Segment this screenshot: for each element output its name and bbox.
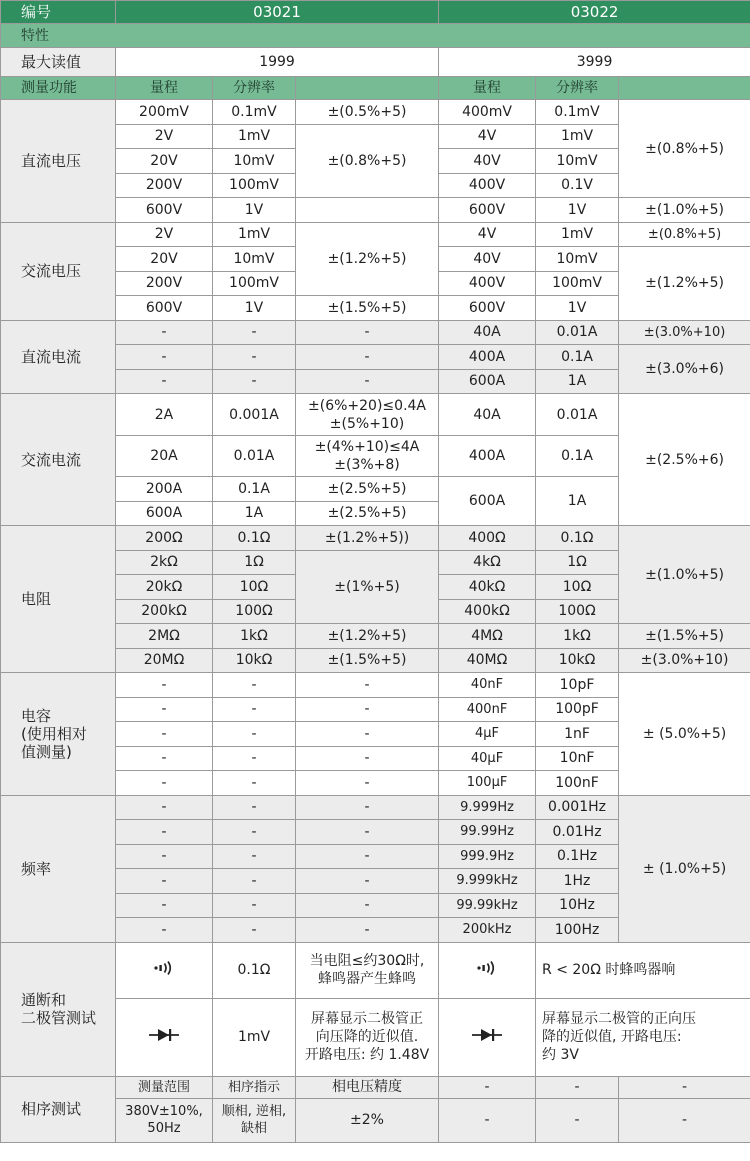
table-cell: - bbox=[213, 771, 296, 796]
table-cell: - bbox=[619, 1098, 750, 1142]
table-cell: - bbox=[536, 1076, 619, 1098]
acc-line: ±(3%+8) bbox=[334, 457, 400, 473]
table-cell: - bbox=[296, 746, 439, 771]
table-cell: 相电压精度 bbox=[296, 1076, 439, 1098]
table-cell: ±(1%+5) bbox=[296, 550, 439, 624]
table-cell: 100μF bbox=[439, 771, 536, 796]
table-cell: 10kΩ bbox=[213, 648, 296, 673]
table-cell: 2kΩ bbox=[116, 550, 213, 575]
table-cell: - bbox=[116, 673, 213, 698]
table-cell: 0.1A bbox=[213, 477, 296, 502]
table-cell: 0.001A bbox=[213, 394, 296, 436]
table-cell: 40V bbox=[439, 247, 536, 272]
table-cell: 4kΩ bbox=[439, 550, 536, 575]
table-cell: 0.1A bbox=[536, 345, 619, 370]
desc-line: 当电阻≤约30Ω时, bbox=[309, 953, 425, 969]
table-cell: 100pF bbox=[536, 697, 619, 722]
table-cell: 1V bbox=[536, 296, 619, 321]
desc-line: 蜂鸣器产生蜂鸣 bbox=[318, 971, 417, 987]
table-cell: 10mV bbox=[536, 149, 619, 174]
table-cell: ±(2.5%+5) bbox=[296, 501, 439, 526]
table-cell: - bbox=[296, 918, 439, 943]
dcv-label: 直流电压 bbox=[1, 100, 116, 223]
table-cell: 99.99Hz bbox=[439, 820, 536, 845]
table-cell: 0.1Hz bbox=[536, 844, 619, 869]
table-cell: - bbox=[213, 869, 296, 894]
table-cell bbox=[296, 198, 439, 223]
table-cell: 600V bbox=[116, 198, 213, 223]
table-cell: 200kΩ bbox=[116, 599, 213, 624]
table-cell: 400V bbox=[439, 271, 536, 296]
table-cell: 1V bbox=[213, 198, 296, 223]
table-cell: 20V bbox=[116, 247, 213, 272]
table-cell: ±(1.0%+5) bbox=[619, 526, 750, 624]
cont-label-line: 二极管测试 bbox=[21, 1009, 97, 1027]
table-cell: 600A bbox=[116, 501, 213, 526]
buzzer-icon bbox=[151, 959, 177, 977]
table-cell: - bbox=[296, 820, 439, 845]
acv-label: 交流电压 bbox=[1, 222, 116, 320]
table-cell: - bbox=[116, 320, 213, 345]
table-cell: 1nF bbox=[536, 722, 619, 747]
buzzer-icon bbox=[474, 959, 500, 977]
table-cell: 200kHz bbox=[439, 918, 536, 943]
table-cell: - bbox=[116, 722, 213, 747]
table-cell: 20V bbox=[116, 149, 213, 174]
table-cell: 1mV bbox=[536, 222, 619, 247]
table-cell: 0.001Hz bbox=[536, 795, 619, 820]
cap-label-line: 电容 bbox=[21, 706, 52, 725]
table-cell: - bbox=[296, 697, 439, 722]
table-cell: - bbox=[213, 369, 296, 394]
acc-line: ±(6%+20)≤0.4A bbox=[308, 397, 426, 414]
table-cell: 40V bbox=[439, 149, 536, 174]
table-cell: - bbox=[116, 918, 213, 943]
table-cell: 1mV bbox=[536, 124, 619, 149]
table-cell: 200Ω bbox=[116, 526, 213, 551]
diode-icon bbox=[470, 1026, 504, 1044]
table-cell: 40MΩ bbox=[439, 648, 536, 673]
table-cell: 40A bbox=[439, 320, 536, 345]
table-cell: - bbox=[296, 722, 439, 747]
cont-label-line: 通断和 bbox=[21, 991, 67, 1009]
table-cell: ±(1.5%+5) bbox=[296, 296, 439, 321]
table-cell: 2A bbox=[116, 394, 213, 436]
table-cell: 999.9Hz bbox=[439, 844, 536, 869]
table-cell: 1mV bbox=[213, 124, 296, 149]
table-cell: ±(1.5%+5) bbox=[619, 624, 750, 649]
acc-line: ±(4%+10)≤4A bbox=[314, 439, 420, 455]
cap-label-line: 值测量) bbox=[21, 742, 72, 761]
table-cell: 100Ω bbox=[213, 599, 296, 624]
table-cell: ±(1.2%+5) bbox=[296, 222, 439, 296]
table-cell: - bbox=[116, 893, 213, 918]
table-cell: 400Ω bbox=[439, 526, 536, 551]
desc-line: 降的近似值, 开路电压: bbox=[542, 1029, 682, 1045]
cap-label-line: (使用相对 bbox=[21, 724, 87, 743]
table-cell: 200mV bbox=[116, 100, 213, 125]
table-cell: - bbox=[116, 771, 213, 796]
table-cell: 0.1Ω bbox=[213, 526, 296, 551]
table-cell: 相序指示 bbox=[213, 1076, 296, 1098]
code-label: 编号 bbox=[1, 1, 116, 24]
table-cell: - bbox=[213, 697, 296, 722]
table-cell: 1A bbox=[536, 477, 619, 526]
table-cell bbox=[116, 998, 213, 1076]
table-cell: - bbox=[296, 795, 439, 820]
table-cell: - bbox=[439, 1076, 536, 1098]
table-cell: 2MΩ bbox=[116, 624, 213, 649]
table-cell: 2V bbox=[116, 124, 213, 149]
table-cell: 40kΩ bbox=[439, 575, 536, 600]
table-cell: 1Hz bbox=[536, 869, 619, 894]
cont-label bbox=[1, 942, 116, 1076]
acc-header-b bbox=[619, 77, 750, 100]
aca-label: 交流电流 bbox=[1, 394, 116, 526]
table-cell bbox=[296, 394, 439, 436]
table-cell: - bbox=[213, 746, 296, 771]
table-cell: ±(1.2%+5) bbox=[296, 624, 439, 649]
desc-line: 开路电压: 约 1.48V bbox=[304, 1047, 430, 1063]
table-cell: 0.01A bbox=[213, 436, 296, 477]
table-cell: ± (5.0%+5) bbox=[619, 673, 750, 796]
table-cell: 40μF bbox=[439, 746, 536, 771]
spec-section: 特性 bbox=[1, 24, 750, 48]
table-cell: ±(1.5%+5) bbox=[296, 648, 439, 673]
table-cell: 4μF bbox=[439, 722, 536, 747]
table-cell: - bbox=[296, 869, 439, 894]
table-cell: 10kΩ bbox=[536, 648, 619, 673]
table-cell bbox=[213, 1098, 296, 1142]
table-cell: ±2% bbox=[296, 1098, 439, 1142]
diode-icon bbox=[147, 1026, 181, 1044]
table-cell: - bbox=[213, 673, 296, 698]
table-cell: 100Ω bbox=[536, 599, 619, 624]
phase-line: 380V±10%, bbox=[125, 1104, 203, 1119]
table-cell bbox=[536, 998, 750, 1076]
table-cell: 测量范围 bbox=[116, 1076, 213, 1098]
table-cell: 20A bbox=[116, 436, 213, 477]
table-cell: ±(3.0%+10) bbox=[619, 320, 750, 345]
table-cell: - bbox=[619, 1076, 750, 1098]
res-label: 电阻 bbox=[1, 526, 116, 673]
table-cell: 10mV bbox=[536, 247, 619, 272]
table-cell: - bbox=[439, 1098, 536, 1142]
acc-line: ±(5%+10) bbox=[329, 415, 405, 432]
table-cell: 4V bbox=[439, 222, 536, 247]
desc-line: 向压降的近似值. bbox=[315, 1029, 419, 1045]
table-cell: - bbox=[213, 893, 296, 918]
table-cell: 1V bbox=[213, 296, 296, 321]
table-cell: 0.01Hz bbox=[536, 820, 619, 845]
table-cell: 100mV bbox=[213, 271, 296, 296]
table-cell: - bbox=[116, 844, 213, 869]
table-cell: 600V bbox=[439, 296, 536, 321]
table-cell: - bbox=[116, 869, 213, 894]
table-cell: ± (1.0%+5) bbox=[619, 795, 750, 942]
table-cell: ±(1.2%+5)) bbox=[296, 526, 439, 551]
table-cell: 100Hz bbox=[536, 918, 619, 943]
table-cell: ±(0.5%+5) bbox=[296, 100, 439, 125]
func-label: 测量功能 bbox=[1, 77, 116, 100]
table-cell: - bbox=[213, 345, 296, 370]
table-cell: 1A bbox=[213, 501, 296, 526]
desc-line: 屏幕显示二极管的正向压 bbox=[542, 1011, 697, 1027]
table-cell: - bbox=[116, 746, 213, 771]
table-cell: - bbox=[213, 820, 296, 845]
table-cell: - bbox=[116, 697, 213, 722]
table-cell: 100mV bbox=[213, 173, 296, 198]
table-cell: 600V bbox=[116, 296, 213, 321]
table-cell: 200A bbox=[116, 477, 213, 502]
table-cell: 400V bbox=[439, 173, 536, 198]
phase-line: 缺相 bbox=[240, 1121, 267, 1136]
max-reading-a: 1999 bbox=[116, 48, 439, 77]
table-cell: 9.999kHz bbox=[439, 869, 536, 894]
acc-header-a bbox=[296, 77, 439, 100]
table-cell: 100mV bbox=[536, 271, 619, 296]
table-cell: 4V bbox=[439, 124, 536, 149]
model-03022: 03022 bbox=[439, 1, 750, 24]
max-reading-b: 3999 bbox=[439, 48, 750, 77]
table-cell: ±(0.8%+5) bbox=[619, 100, 750, 198]
table-cell: 20kΩ bbox=[116, 575, 213, 600]
max-reading-label: 最大读值 bbox=[1, 48, 116, 77]
table-cell: 0.1mV bbox=[536, 100, 619, 125]
table-cell: ±(1.0%+5) bbox=[619, 198, 750, 223]
table-cell: 200V bbox=[116, 173, 213, 198]
table-cell bbox=[296, 942, 439, 998]
table-cell: ±(3.0%+6) bbox=[619, 345, 750, 394]
phase-label: 相序测试 bbox=[1, 1076, 116, 1142]
table-cell: - bbox=[536, 1098, 619, 1142]
phase-line: 顺相, 逆相, bbox=[221, 1104, 287, 1119]
phase-line: 50Hz bbox=[147, 1121, 181, 1136]
table-cell: 10pF bbox=[536, 673, 619, 698]
table-cell: 1Ω bbox=[536, 550, 619, 575]
table-cell: - bbox=[213, 795, 296, 820]
table-cell: ±(2.5%+6) bbox=[619, 394, 750, 526]
table-cell: - bbox=[116, 345, 213, 370]
table-cell: 1Ω bbox=[213, 550, 296, 575]
table-cell: 400nF bbox=[439, 697, 536, 722]
desc-line: 屏幕显示二极管正 bbox=[311, 1011, 424, 1027]
table-cell: 1A bbox=[536, 369, 619, 394]
table-cell: - bbox=[213, 722, 296, 747]
table-cell: ±(0.8%+5) bbox=[619, 222, 750, 247]
table-cell: 600A bbox=[439, 477, 536, 526]
table-cell: ±(1.2%+5) bbox=[619, 247, 750, 321]
table-cell: 400A bbox=[439, 345, 536, 370]
table-cell: 200V bbox=[116, 271, 213, 296]
table-cell: 1kΩ bbox=[536, 624, 619, 649]
table-cell: ±(0.8%+5) bbox=[296, 124, 439, 198]
table-cell: 400mV bbox=[439, 100, 536, 125]
table-cell: 600V bbox=[439, 198, 536, 223]
table-cell: - bbox=[213, 918, 296, 943]
table-cell: R < 20Ω 时蜂鸣器响 bbox=[536, 942, 750, 998]
table-cell: 4MΩ bbox=[439, 624, 536, 649]
range-header-b: 量程 bbox=[439, 77, 536, 100]
table-cell: 1V bbox=[536, 198, 619, 223]
cap-label bbox=[1, 673, 116, 796]
table-cell: 600A bbox=[439, 369, 536, 394]
table-cell: 1kΩ bbox=[213, 624, 296, 649]
table-cell: ±(2.5%+5) bbox=[296, 477, 439, 502]
table-cell: 10Ω bbox=[536, 575, 619, 600]
table-cell bbox=[296, 998, 439, 1076]
table-cell: 1mV bbox=[213, 998, 296, 1076]
table-cell: 99.99kHz bbox=[439, 893, 536, 918]
table-cell: 40nF bbox=[439, 673, 536, 698]
table-cell: ±(3.0%+10) bbox=[619, 648, 750, 673]
table-cell bbox=[439, 942, 536, 998]
table-cell: - bbox=[296, 893, 439, 918]
table-cell: - bbox=[296, 673, 439, 698]
table-cell: - bbox=[296, 771, 439, 796]
table-cell: 0.01A bbox=[536, 394, 619, 436]
table-cell: - bbox=[213, 844, 296, 869]
table-cell bbox=[116, 942, 213, 998]
table-cell: - bbox=[296, 369, 439, 394]
table-cell: - bbox=[296, 844, 439, 869]
table-cell: - bbox=[116, 795, 213, 820]
table-cell: 0.1mV bbox=[213, 100, 296, 125]
table-cell: 9.999Hz bbox=[439, 795, 536, 820]
table-cell: 10Ω bbox=[213, 575, 296, 600]
table-cell bbox=[296, 436, 439, 477]
table-cell: 400kΩ bbox=[439, 599, 536, 624]
table-cell: - bbox=[116, 369, 213, 394]
table-cell: - bbox=[116, 820, 213, 845]
table-cell: - bbox=[296, 320, 439, 345]
table-cell: - bbox=[213, 320, 296, 345]
model-03021: 03021 bbox=[116, 1, 439, 24]
table-cell: 10mV bbox=[213, 247, 296, 272]
freq-label: 频率 bbox=[1, 795, 116, 942]
table-cell: 10Hz bbox=[536, 893, 619, 918]
res-header-b: 分辨率 bbox=[536, 77, 619, 100]
res-header-a: 分辨率 bbox=[213, 77, 296, 100]
table-cell: - bbox=[296, 345, 439, 370]
table-cell bbox=[439, 998, 536, 1076]
table-cell: 10mV bbox=[213, 149, 296, 174]
table-cell: 10nF bbox=[536, 746, 619, 771]
table-cell: 20MΩ bbox=[116, 648, 213, 673]
table-cell: 0.1Ω bbox=[213, 942, 296, 998]
dca-label: 直流电流 bbox=[1, 320, 116, 394]
table-cell: 0.01A bbox=[536, 320, 619, 345]
desc-line: 约 3V bbox=[542, 1047, 579, 1063]
table-cell: 0.1V bbox=[536, 173, 619, 198]
table-cell bbox=[116, 1098, 213, 1142]
table-cell: 100nF bbox=[536, 771, 619, 796]
range-header-a: 量程 bbox=[116, 77, 213, 100]
table-cell: 1mV bbox=[213, 222, 296, 247]
table-cell: 0.1Ω bbox=[536, 526, 619, 551]
table-cell: 0.1A bbox=[536, 436, 619, 477]
table-cell: 2V bbox=[116, 222, 213, 247]
table-cell: 400A bbox=[439, 436, 536, 477]
table-cell: 40A bbox=[439, 394, 536, 436]
